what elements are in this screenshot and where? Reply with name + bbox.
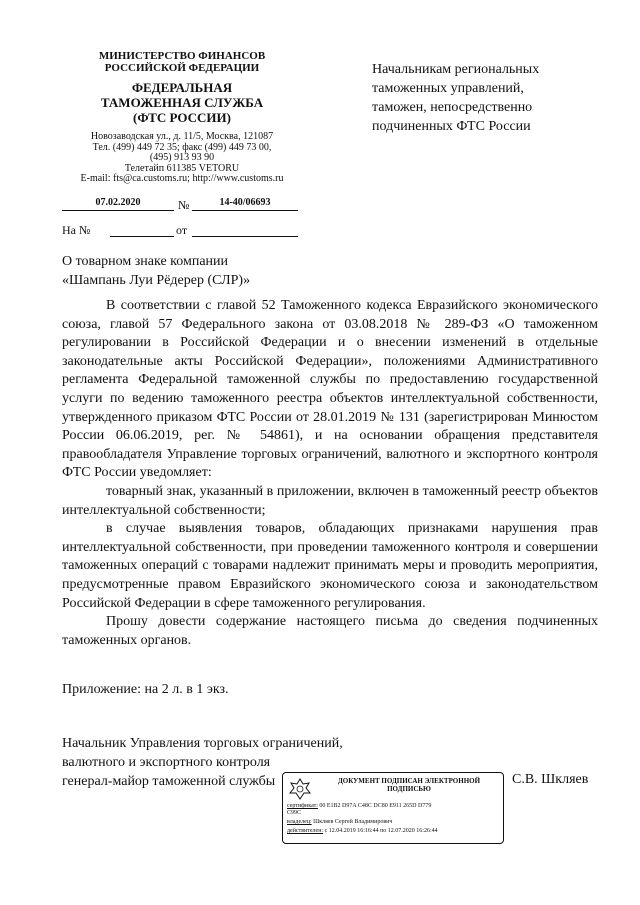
phone-line-2: (495) 913 93 90: [149, 152, 215, 163]
letterhead: [62, 50, 302, 185]
certificate-line-cont: C99C: [287, 810, 302, 816]
email-line: E-mail: fts@ca.customs.ru; http://www.customs.ru: [80, 173, 284, 184]
reference-label: На №: [62, 223, 91, 237]
attachment-note: Приложение: на 2 л. в 1 экз.: [62, 682, 229, 697]
body-paragraph: в случае выявления товаров, обладающих признаками нарушения прав интеллектуальной собственности, при проведении таможенного контроля и совершении таможенных операций с товарами надлежит принимать меры и проводить мероприятия, предусмотренные правом Евразийского экономического союза и законодательством Российской Федерации в сфере таможенного регулирования.: [62, 521, 598, 611]
address-line: Новозаводская ул., д. 11/5, Москва, 121087: [90, 131, 274, 142]
agency-name: ФЕДЕРАЛЬНАЯ ТАМОЖЕННАЯ СЛУЖБА (ФТС РОССИИ): [100, 80, 264, 125]
body-paragraph: Прошу довести содержание настоящего письма до сведения подчиненных таможенных органов.: [62, 614, 598, 648]
body-paragraph: В соответствии с главой 52 Таможенного кодекса Евразийского экономического союза, главой 57 Федерального закона от 03.08.2018 № 289-ФЗ «О таможенном регулировании в Российской Федерации и о внесении изменений в отдельные законодательные акты Российской Федерации», положениями Административного регламента Федеральной таможенной службы по предоставлению государственной услуги по ведению таможенного реестра объектов интеллектуальной собственности, утвержденного приказом ФТС России от 28.01.2019 № 131 (зарегистрирован Минюстом России 06.06.2019, рег. № 54861), и на основании обращения представителя правообладателя Управление торговых ограничений, валютного и экспортного контроля ФТС России уведомляет:: [62, 298, 598, 481]
agency-contacts: [62, 132, 302, 185]
reference-number-blank: [110, 222, 174, 237]
phone-line: Тел. (499) 449 72 35; факс (499) 449 73 00,: [92, 141, 272, 153]
ministry-name: МИНИСТЕРСТВО ФИНАНСОВ РОССИЙСКОЙ ФЕДЕРАЦИИ: [98, 50, 266, 74]
letter-body: [62, 297, 598, 650]
letter-subject: О товарном знаке компании «Шампань Луи Рёдерер (СЛР)»: [62, 254, 251, 288]
certificate-line: сертификат: 00 E1B2 D97A C48C DC80 E911 265D D779: [287, 803, 432, 809]
stamp-title: ДОКУМЕНТ ПОДПИСАН ЭЛЕКТРОННОЙ ПОДПИСЬЮ: [337, 777, 481, 793]
document-number: 14-40/06693: [192, 196, 298, 211]
signer-name: С.В. Шкляев: [512, 772, 589, 787]
body-paragraph: товарный знак, указанный в приложении, включен в таможенный реестр объектов интеллектуальной собственности;: [62, 483, 598, 518]
emblem-icon: [287, 776, 313, 802]
reference-date-blank: [192, 222, 298, 237]
validity-line: действителен: с 12.04.2019 16:16:44 по 12.07.2020 16:26:44: [287, 828, 438, 834]
addressee: Начальникам региональных таможенных управлений, таможен, непосредственно подчиненных ФТС России: [372, 62, 540, 134]
owner-line: владелец: Шкляев Сергей Владимирович: [287, 819, 393, 825]
document-date: 07.02.2020: [62, 196, 174, 211]
teletype-line: Телетайп 611385 VETORU: [124, 162, 240, 174]
reference-from-label: от: [176, 223, 188, 237]
e-signature-stamp: [282, 772, 504, 844]
number-sign: №: [178, 198, 190, 212]
signer-position: Начальник Управления торговых ограничений, валютного и экспортного контроля генерал-майор таможенной службы: [62, 736, 343, 789]
